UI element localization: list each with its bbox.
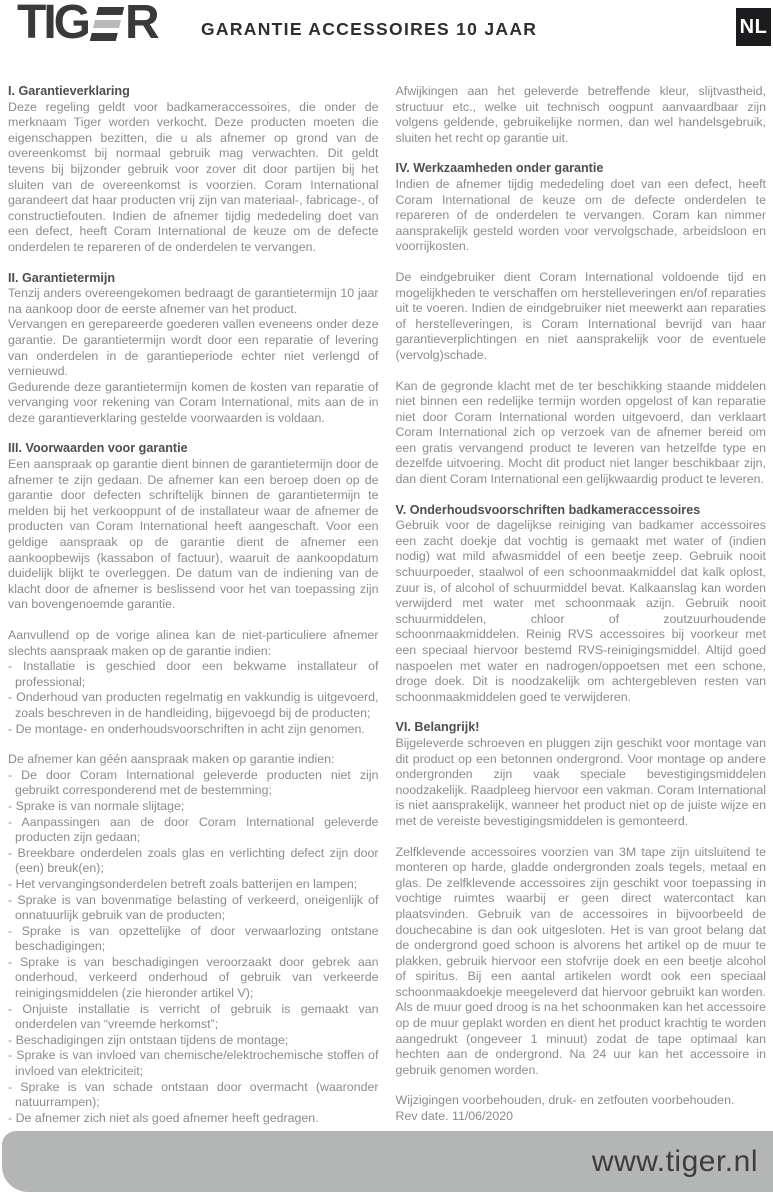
bullet-item: - De montage- en onderhoudsvoorschriften in acht zijn genomen. [8, 721, 365, 736]
logo-text-tig: TIG [17, 0, 88, 49]
document-body [8, 84, 766, 1155]
paragraph: Wijzigingen voorbehouden, druk- en zetfouten voorbehouden. [395, 1093, 735, 1108]
bullet-item: - Sprake is van schade ontstaan door overmacht (waaronder natuurrampen); [8, 1079, 379, 1110]
paragraph: Gebruik voor de dagelijkse reiniging van badkamer accessoires een zacht doekje dat vochtig is gemaakt met water of (indien nodig) wat mild afwasmiddel of een beetje zeep. Gebruik nooit schuurpoeder, staalwol of een schoonmaakmiddel dat kalk oplost, zuur is, of alcohol of schuurmiddel bevat. Kalkaanslag kan worden verwijderd met water met schoonmaak azijn. Gebruik nooit schuurmiddelen, chloor of zoutzuurhoudende schoonmaakmiddelen. Reinig RVS accessoires bij voorkeur met een speciaal hiervoor bestemd RVS-reinigingsmiddel. Altijd goed naspoelen met water en nadrogen/oppoetsen met een schone, droge doek. Dit is noodzakelijk om achtergebleven resten van schoonmaakmiddelen goed te verwijderen. [395, 518, 766, 704]
bullet-item: - Het vervangingsonderdelen betreft zoals batterijen en lampen; [8, 876, 358, 891]
paragraph: Een aanspraak op garantie dient binnen de garantietermijn door de afnemer te zijn gedaan. De afnemer kan een beroep doen op de garantie door defecten schriftelijk binnen de garantietermijn te melden bij het verkooppunt of de installateur waar de afnemer de producten van Coram International heeft aangeschaft. Voor een geldige aanspraak op de garantie dient de afnemer een aankoopbewijs (kassabon of factuur), waaruit de aankoopdatum duidelijk blijkt te overleggen. De datum van de indiening van de klacht door de afnemer is beslissend voor het van toepassing zijn van bovengenoemde garantie. [8, 457, 379, 612]
paragraph: Vervangen en gerepareerde goederen vallen eveneens onder deze garantie. De garantietermijn wordt door een reparatie of levering van onderdelen in de garantieperiode echter niet verlengd of vernieuwd. [8, 317, 379, 379]
paragraph-gap [396, 488, 767, 503]
section-heading: III. Voorwaarden voor garantie [8, 441, 188, 456]
paragraph: De afnemer kan géén aanspraak maken op garantie indien: [8, 752, 335, 767]
paragraph: Zelfklevende accessoires voorzien van 3M tape zijn uitsluitend te monteren op harde, gladde ondergronden zoals tegels, metaal en glas. De zelfklevende accessoires zijn geschikt voor toepassing in vochtige ruimtes waarbij er geen direct watercontact kan plaatsvinden. Gebruik van de accessoires in bijvoorbeeld de douchecabine is dan ook uitgesloten. Het is van groot belang dat de ondergrond goed schoon is alvorens het artikel op de muur te plakken, gebruik hiervoor een stofvrije doek en een beetje alcohol of spiritus. Bij een aantal artikelen wordt ook een speciaal schoonmaakdoekje meegeleverd dat hiervoor gebruikt kan worden. Als de muur goed droog is na het schoonmaken kan het accessoire op de muur geplakt worden en dient het product krachtig te worden aangedrukt (ongeveer 1 minuut) zodat de tape optimaal kan hechten aan de ondergrond. Na 24 uur kan het accessoire in gebruik genomen worden. [395, 844, 766, 1077]
bullet-item: - Sprake is van beschadigingen veroorzaakt door gebrek aan onderhoud, verkeerd onderhoud of gebruik van verkeerde reinigingsmiddelen (zie hieronder artikel V); [8, 954, 379, 1001]
section-heading: II. Garantietermijn [8, 270, 116, 285]
paragraph-gap [396, 364, 767, 379]
paragraph-gap [8, 613, 379, 628]
paragraph-gap [396, 830, 767, 845]
paragraph: Kan de gegronde klacht met de ter beschikking staande middelen niet binnen een redelijke termijn worden opgelost of kan reparatie niet door Coram International worden uitgevoerd, dan verklaart Coram International zich op verzoek van de afnemer bereid om een gratis vervangend product te leveren van hetzelfde type en dezelfde uitvoering. Mocht dit product niet langer beschikbaar zijn, dan dient Coram International een gelijkwaardig product te leveren. [395, 378, 766, 487]
bullet-item: - Sprake is van bovenmatige belasting of verkeerd, oneigenlijk of onnatuurlijk gebruik van de producten; [8, 892, 379, 923]
paragraph: Tenzij anders overeengekomen bedraagt de garantietermijn 10 jaar na aankoop door de eerste afnemer van het product. [8, 286, 379, 316]
logo-e-bars-icon [90, 7, 124, 41]
left-column [8, 84, 379, 1155]
bullet-item: - Onderhoud van producten regelmatig en vakkundig is uitgevoerd, zoals beschreven in de handleiding, bijgevoegd bij de producten; [8, 690, 379, 720]
paragraph: Deze regeling geldt voor badkameraccessoires, die onder de merknaam Tiger worden verkocht. Deze producten moeten die eigenschappen bezitten, die u als afnemer op grond van de overeenkomst bij normaal gebruik mag verwachten. Dit geldt tevens bij bijzonder gebruik voor zover dit door partijen bij het sluiten van de overeenkomst is voorzien. Coram International garandeert dat haar producten vrij zijn van materiaal-, fabricage-, of constructiefouten. Indien de afnemer tijdig mededeling doet van een defect, heeft Coram International de keuze om de defecte onderdelen te repareren of de onderdelen te vervangen. [8, 99, 379, 254]
bullet-item: - Beschadigingen zijn ontstaan tijdens de montage; [8, 1032, 289, 1047]
bullet-item: - De afnemer zich niet als goed afnemer heeft gedragen. [8, 1110, 319, 1125]
paragraph: Aanvullend op de vorige alinea kan de niet-particuliere afnemer slechts aanspraak maken op de garantie indien: [8, 628, 379, 658]
paragraph: Afwijkingen aan het geleverde betreffende kleur, slijtvastheid, structuur etc., welke uit technisch oogpunt aanvaardbaar zijn volgens geldende, gebruikelijke normen, dan wel handelsgebruik, sluiten het recht op garantie uit. [395, 84, 766, 145]
section-heading: V. Onderhoudsvoorschriften badkameraccessoires [395, 502, 701, 517]
bullet-item: - Installatie is geschied door een bekwame installateur of professional; [8, 659, 379, 689]
bullet-item: - De door Coram International geleverde producten niet zijn gebruikt corresponderend met de bestemming; [8, 767, 379, 798]
bullet-item: - Sprake is van invloed van chemische/elektrochemische stoffen of invloed van elektriciteit; [8, 1048, 379, 1079]
paragraph-gap [8, 256, 379, 271]
paragraph-gap [396, 705, 767, 720]
logo-text-r: R [125, 0, 157, 49]
website-url: www.tiger.nl [591, 1144, 758, 1178]
paragraph: Gedurende deze garantietermijn komen de kosten van reparatie of vervanging voor rekening van Coram International, mits aan de in deze garantieverklaring gestelde voorwaarden is voldaan. [8, 379, 379, 425]
bullet-item: - Breekbare onderdelen zoals glas en verlichting defect zijn door (een) breuk(en); [8, 845, 379, 876]
paragraph: Bijgeleverde schroeven en pluggen zijn geschikt voor montage van dit product op een betonnen ondergrond. Voor montage op andere ondergronden zijn vaak speciale bevestigingsmiddelen noodzakelijk. Raadpleeg hiervoor een vakman. Coram International is niet aansprakelijk, wanneer het product niet op de juiste wijze en met de vereiste bevestigingsmiddelen is gemonteerd. [395, 735, 766, 828]
paragraph-gap [8, 426, 379, 441]
bullet-item: - Sprake is van normale slijtage; [8, 798, 185, 813]
section-heading: IV. Werkzaamheden onder garantie [395, 161, 604, 176]
paragraph: Rev date. 11/06/2020 [395, 1109, 514, 1124]
footer-bar [2, 1131, 773, 1192]
bullet-item: - Aanpassingen aan de door Coram International geleverde producten zijn gedaan; [8, 814, 379, 845]
right-column [396, 84, 767, 1155]
paragraph-gap [396, 1078, 767, 1093]
paragraph-gap [396, 255, 767, 270]
language-badge: NL [736, 8, 771, 46]
paragraph-gap [8, 737, 379, 752]
section-heading: VI. Belangrijk! [395, 720, 480, 735]
paragraph-gap [396, 146, 767, 161]
section-heading: I. Garantieverklaring [8, 84, 130, 98]
tiger-logo [17, 0, 157, 49]
bullet-item: - Sprake is van opzettelijke of door verwaarlozing ontstane beschadigingen; [8, 923, 379, 954]
paragraph: Indien de afnemer tijdig mededeling doet van een defect, heeft Coram International de keuze om de defecte onderdelen te repareren of de onderdelen te vervangen. Coram kan nimmer aansprakelijk gesteld worden voor vervolgschade, arbeidsloon en voorrijkosten. [395, 176, 766, 254]
page-title: GARANTIE ACCESSOIRES 10 JAAR [201, 19, 538, 39]
paragraph: De eindgebruiker dient Coram International voldoende tijd en mogelijkheden te verschaffen om herstelleveringen en/of reparaties uit te voeren. Indien de eindgebruiker niet meewerkt aan reparaties of herstelleveringen, is Coram International bevrijd van haar garantieverplichtingen en niet aansprakelijk voor de eventuele (vervolg)schade. [395, 269, 766, 362]
bullet-item: - Onjuiste installatie is verricht of gebruik is gemaakt van onderdelen van “vreemde herkomst”; [8, 1001, 379, 1032]
